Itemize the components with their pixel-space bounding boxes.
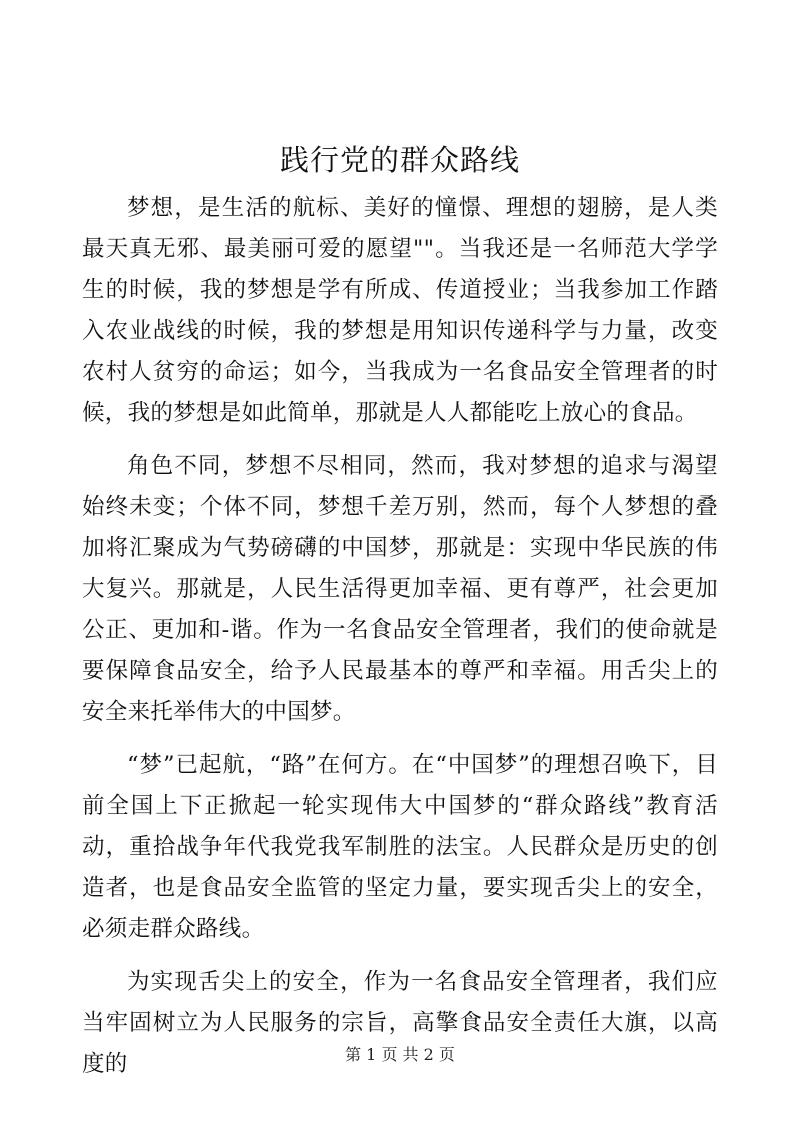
document-title: 践行党的群众路线 (279, 143, 520, 177)
page-number-footer: 第 1 页 共 2 页 (345, 1045, 455, 1064)
paragraph-3: “梦”已起航，“路”在何方。在“中国梦”的理想召唤下，目前全国上下正掀起一轮实现伟大中国梦的“群众路线”教育活动，重拾战争年代我党我军制胜的法宝。人民群众是历史的创造者，也是食品安全监管的坚定力量，要实现舌尖上的安全，必须走群众路线。 (82, 752, 718, 942)
document-body (82, 188, 718, 1085)
paragraph-1: 梦想，是生活的航标、美好的憧憬、理想的翅膀，是人类最天真无邪、最美丽可爱的愿望""。当我还是一名师范大学学生的时候，我的梦想是学有所成、传道授业；当我参加工作踏入农业战线的时候，我的梦想是用知识传递科学与力量，改变农村人贫穷的命运；如今，当我成为一名食品安全管理者的时候，我的梦想是如此简单，那就是人人都能吃上放心的食品。 (82, 195, 718, 426)
paragraph-4: 为实现舌尖上的安全，作为一名食品安全管理者，我们应当牢固树立为人民服务的宗旨，高擎食品安全责任大旗，以高度的 (82, 969, 718, 1077)
paragraph-2: 角色不同，梦想不尽相同，然而，我对梦想的追求与渴望始终未变；个体不同，梦想千差万别，然而，每个人梦想的叠加将汇聚成为气势磅礴的中国梦，那就是：实现中华民族的伟大复兴。那就是，人民生活得更加幸福、更有尊严，社会更加公正、更加和-谐。作为一名食品安全管理者，我们的使命就是要保障食品安全，给予人民最基本的尊严和幸福。用舌尖上的安全来托举伟大的中国梦。 (82, 453, 718, 725)
